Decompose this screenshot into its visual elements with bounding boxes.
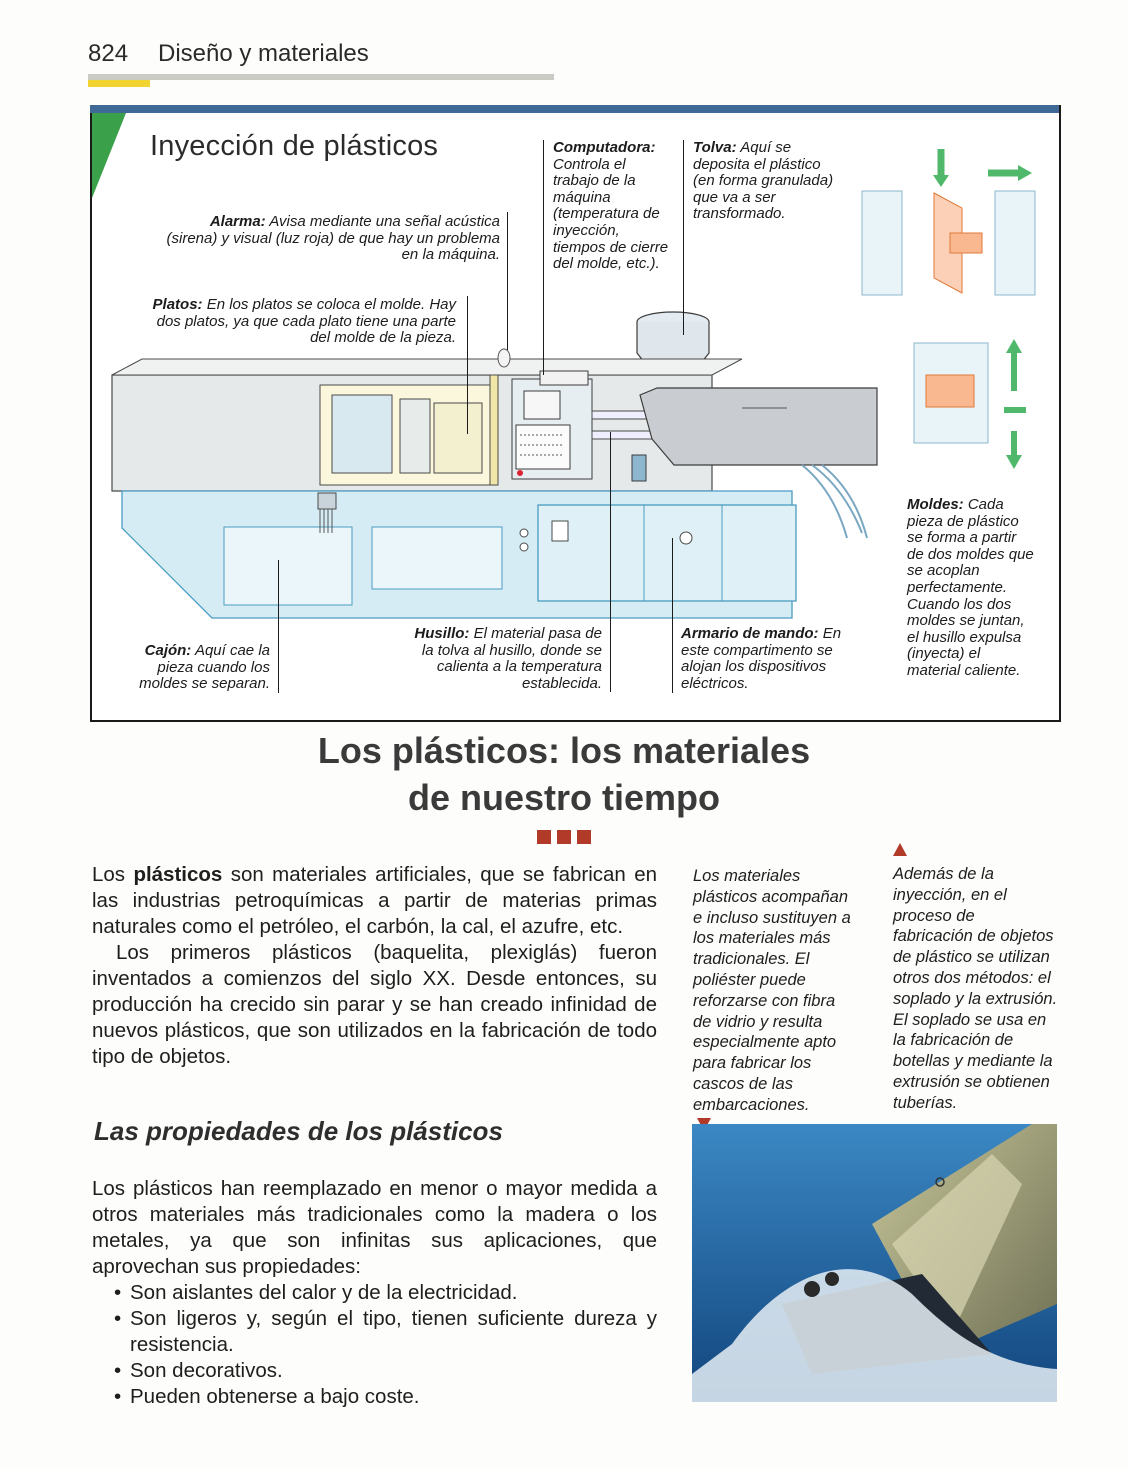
paragraph-2: Los primeros plásticos (baquelita, plexiglás) fueron inventados a comienzos del siglo XX. Desde entonces, su producción ha crecido sin parar y se han creado infinidad de nuevos plásticos, que son utilizados en la fabricación de todo tipo de objetos. <box>92 941 657 1068</box>
caption-platos <box>150 297 456 347</box>
control-cabinet-drawing <box>520 505 796 601</box>
ornament-square <box>577 830 591 844</box>
paragraph-1 <box>92 862 657 940</box>
list-item: • Pueden obtenerse a bajo coste. <box>92 1384 657 1410</box>
page-number: 824 <box>88 40 129 67</box>
caption-husillo-term: Husillo: <box>414 625 470 642</box>
list-item: • Son decorativos. <box>92 1358 657 1384</box>
sailboat-image <box>692 1124 1057 1402</box>
ornament-square <box>537 830 551 844</box>
p1-post: son materiales artificiales, que se fabrican en las industrias petroquímicas a partir de materias primas naturales como el petróleo, el carbón, la cal, el azufre, etc. <box>92 863 658 938</box>
sidenote-right: Además de la inyección, en el proceso de fabricación de objetos de plástico se utilizan otros dos métodos: el soplado y la extrusión. El soplado se usa en la fabricación de botellas y mediante la extrusión se obtienen tuberías. <box>893 865 1058 1112</box>
caption-alarma-term: Alarma: <box>209 213 266 230</box>
caption-alarma <box>160 214 500 264</box>
heading-ornament <box>537 830 597 849</box>
caption-husillo-text: El material pasa de la tolva al husillo, donde se calienta a la temperatura establecida. <box>421 625 602 692</box>
caption-platos-text: En los platos se coloca el molde. Hay dos platos, ya que cada plato tiene una parte del molde de la pieza. <box>156 296 456 347</box>
leader-platos <box>467 296 468 434</box>
caption-tolva <box>693 140 835 223</box>
caption-armario <box>681 626 871 692</box>
caption-cajon <box>115 643 270 693</box>
figure-title: Inyección de plásticos <box>150 130 439 162</box>
ornament-square <box>557 830 571 844</box>
leader-armario <box>672 538 673 693</box>
leader-husillo <box>610 432 611 692</box>
caption-alarma-text: Avisa mediante una señal acústica (sirena) y visual (luz roja) de que hay un problema en la máquina. <box>166 213 500 264</box>
caption-armario-term: Armario de mando: <box>681 625 819 642</box>
computer-panel-drawing <box>512 371 592 479</box>
p1-pre: Los <box>92 863 134 886</box>
leader-cajon <box>278 560 279 693</box>
p1-bold-term: plásticos <box>133 863 223 886</box>
caption-moldes-text: Cada pieza de plástico se forma a partir de dos moldes que se acoplan perfectamente. Cuando los dos moldes se juntan, el husillo expulsa (inyecta) el material caliente. <box>907 496 1034 679</box>
caption-cajon-text: Aquí cae la pieza cuando los moldes se separan. <box>139 642 270 693</box>
properties-section <box>92 1176 657 1410</box>
subheading-properties: Las propiedades de los plásticos <box>94 1116 503 1146</box>
list-item: • Son ligeros y, según el tipo, tienen suficiente dureza y resistencia. <box>92 1306 657 1358</box>
arrow-up-icon <box>893 843 907 856</box>
list-item: • Son aislantes del calor y de la electricidad. <box>92 1280 657 1306</box>
header-rule <box>88 74 554 80</box>
intro-paragraphs <box>92 862 657 1070</box>
main-heading-line1: Los plásticos: los materiales <box>317 730 811 771</box>
caption-moldes-term: Moldes: <box>907 496 964 513</box>
caption-husillo <box>412 626 602 692</box>
figure-top-bar <box>90 105 1059 113</box>
caption-tolva-term: Tolva: <box>693 139 737 156</box>
caption-computadora-term: Computadora: <box>553 139 656 156</box>
moulds-drawing <box>862 149 1035 469</box>
running-header-title: Diseño y materiales <box>158 40 369 67</box>
caption-moldes <box>907 497 1037 680</box>
header-accent-bar <box>88 80 150 87</box>
main-heading-line2: de nuestro tiempo <box>407 777 721 818</box>
sidenote-left: Los materiales plásticos acompañan e incluso sustituyen a los materiales más tradicionales. El poliéster puede reforzarse con fibra de vidrio y resulta especialmente apto para fabricar los cascos de las embarcaciones. <box>693 867 851 1114</box>
sailboat-photo <box>692 1124 1057 1402</box>
caption-platos-term: Platos: <box>152 296 203 313</box>
caption-tolva-text: Aquí se deposita el plástico (en forma granulada) que va a ser transformado. <box>693 139 834 223</box>
caption-computadora-text: Controla el trabajo de la máquina (temperatura de inyección, tiempos de cierre del molde, etc.). <box>553 155 669 273</box>
properties-list <box>92 1280 657 1410</box>
leader-tolva <box>683 140 684 335</box>
caption-cajon-term: Cajón: <box>144 642 192 659</box>
caption-computadora <box>553 140 671 273</box>
paragraph-3: Los plásticos han reemplazado en menor o mayor medida a otros materiales más tradicionales como la madera o los metales, ya que son infinitas sus aplicaciones, que aprovechan sus propiedades: <box>92 1177 657 1278</box>
caption-armario-text: En este compartimento se alojan los dispositivos eléctricos. <box>681 625 842 692</box>
leader-computadora <box>543 140 544 375</box>
leader-alarma <box>507 212 508 350</box>
